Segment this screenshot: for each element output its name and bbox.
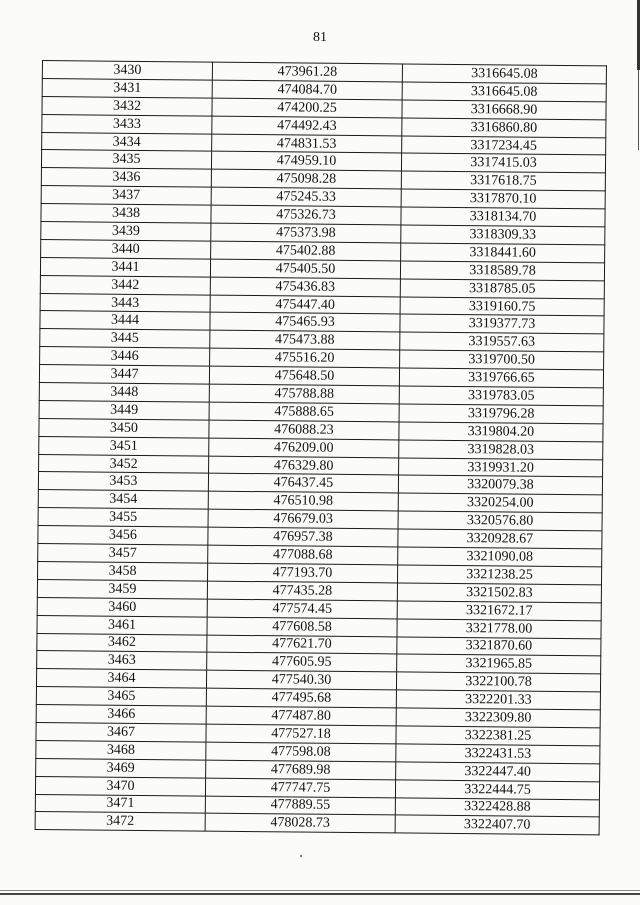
x-coordinate-cell: 478028.73 xyxy=(205,814,395,834)
x-coordinate-cell: 477621.70 xyxy=(207,635,397,655)
point-number-cell: 3438 xyxy=(41,204,211,224)
y-coordinate-cell: 3322431.53 xyxy=(396,744,600,764)
y-coordinate-cell: 3322381.25 xyxy=(396,726,600,746)
page-number: 81 xyxy=(313,30,327,45)
x-coordinate-cell: 475516.20 xyxy=(210,348,400,368)
scan-bottom-line xyxy=(0,890,640,891)
y-coordinate-cell: 3317870.10 xyxy=(401,189,605,209)
y-coordinate-cell: 3318785.05 xyxy=(400,279,604,299)
coordinate-table xyxy=(35,60,607,836)
x-coordinate-cell: 476510.98 xyxy=(208,491,398,511)
y-coordinate-cell: 3320576.80 xyxy=(398,511,602,531)
point-number-cell: 3431 xyxy=(42,78,212,98)
y-coordinate-cell: 3319796.28 xyxy=(399,404,603,424)
x-coordinate-cell: 476437.45 xyxy=(208,474,398,494)
point-number-cell: 3466 xyxy=(36,705,206,725)
point-number-cell: 3441 xyxy=(40,257,210,277)
y-coordinate-cell: 3317415.03 xyxy=(401,153,605,173)
point-number-cell: 3463 xyxy=(37,651,207,671)
point-number-cell: 3433 xyxy=(42,114,212,134)
y-coordinate-cell: 3319766.65 xyxy=(399,368,603,388)
x-coordinate-cell: 475447.40 xyxy=(210,295,400,315)
x-coordinate-cell: 475405.50 xyxy=(210,259,400,279)
x-coordinate-cell: 475888.65 xyxy=(209,402,399,422)
x-coordinate-cell: 476957.38 xyxy=(208,527,398,547)
x-coordinate-cell: 475326.73 xyxy=(211,205,401,225)
point-number-cell: 3470 xyxy=(35,776,205,796)
y-coordinate-cell: 3319160.75 xyxy=(400,297,604,317)
y-coordinate-cell: 3322447.40 xyxy=(396,762,600,782)
y-coordinate-cell: 3319804.20 xyxy=(399,422,603,442)
x-coordinate-cell: 475473.88 xyxy=(210,330,400,350)
x-coordinate-cell: 474831.53 xyxy=(212,134,402,154)
point-number-cell: 3445 xyxy=(40,329,210,349)
y-coordinate-cell: 3321090.08 xyxy=(398,547,602,567)
y-coordinate-cell: 3321778.00 xyxy=(397,619,601,639)
point-number-cell: 3468 xyxy=(36,740,206,760)
point-number-cell: 3456 xyxy=(38,526,208,546)
y-coordinate-cell: 3318309.33 xyxy=(401,225,605,245)
x-coordinate-cell: 475436.83 xyxy=(210,277,400,297)
x-coordinate-cell: 477495.68 xyxy=(206,688,396,708)
y-coordinate-cell: 3320254.00 xyxy=(398,493,602,513)
point-number-cell: 3440 xyxy=(41,239,211,259)
y-coordinate-cell: 3316645.08 xyxy=(402,82,606,102)
y-coordinate-cell: 3321672.17 xyxy=(397,601,601,621)
y-coordinate-cell: 3317618.75 xyxy=(401,171,605,191)
x-coordinate-cell: 476679.03 xyxy=(208,509,398,529)
x-coordinate-cell: 474959.10 xyxy=(211,152,401,172)
point-number-cell: 3469 xyxy=(36,758,206,778)
point-number-cell: 3451 xyxy=(39,436,209,456)
point-number-cell: 3457 xyxy=(38,544,208,564)
y-coordinate-cell: 3322428.88 xyxy=(395,797,599,817)
y-coordinate-cell: 3319783.05 xyxy=(399,386,603,406)
x-coordinate-cell: 473961.28 xyxy=(212,62,402,82)
x-coordinate-cell: 477527.18 xyxy=(206,724,396,744)
point-number-cell: 3462 xyxy=(37,633,207,653)
y-coordinate-cell: 3321502.83 xyxy=(397,583,601,603)
point-number-cell: 3446 xyxy=(40,347,210,367)
x-coordinate-cell: 477435.28 xyxy=(207,581,397,601)
point-number-cell: 3461 xyxy=(37,615,207,635)
x-coordinate-cell: 475402.88 xyxy=(211,241,401,261)
x-coordinate-cell: 477193.70 xyxy=(208,563,398,583)
point-number-cell: 3444 xyxy=(40,311,210,331)
point-number-cell: 3450 xyxy=(39,418,209,438)
scan-bottom-line xyxy=(0,893,640,895)
y-coordinate-cell: 3322309.80 xyxy=(396,708,600,728)
y-coordinate-cell: 3322201.33 xyxy=(396,690,600,710)
x-coordinate-cell: 477088.68 xyxy=(208,545,398,565)
x-coordinate-cell: 475648.50 xyxy=(209,366,399,386)
y-coordinate-cell: 3322100.78 xyxy=(396,672,600,692)
y-coordinate-cell: 3321870.60 xyxy=(397,636,601,656)
point-number-cell: 3449 xyxy=(39,400,209,420)
point-number-cell: 3472 xyxy=(35,812,205,832)
x-coordinate-cell: 476329.80 xyxy=(209,456,399,476)
point-number-cell: 3437 xyxy=(41,186,211,206)
point-number-cell: 3448 xyxy=(39,383,209,403)
x-coordinate-cell: 477487.80 xyxy=(206,706,396,726)
x-coordinate-cell: 477598.08 xyxy=(206,742,396,762)
point-number-cell: 3442 xyxy=(40,275,210,295)
x-coordinate-cell: 475465.93 xyxy=(210,313,400,333)
x-coordinate-cell: 474084.70 xyxy=(212,80,402,100)
point-number-cell: 3460 xyxy=(37,597,207,617)
x-coordinate-cell: 477689.98 xyxy=(206,760,396,780)
y-coordinate-cell: 3317234.45 xyxy=(402,136,606,156)
y-coordinate-cell: 3319377.73 xyxy=(400,314,604,334)
point-number-cell: 3454 xyxy=(38,490,208,510)
y-coordinate-cell: 3322444.75 xyxy=(395,780,599,800)
x-coordinate-cell: 477608.58 xyxy=(207,617,397,637)
point-number-cell: 3453 xyxy=(38,472,208,492)
x-coordinate-cell: 477747.75 xyxy=(205,778,395,798)
point-number-cell: 3464 xyxy=(36,669,206,689)
scan-edge-mark xyxy=(638,70,639,150)
x-coordinate-cell: 477540.30 xyxy=(206,670,396,690)
x-coordinate-cell: 475245.33 xyxy=(211,187,401,207)
y-coordinate-cell: 3318589.78 xyxy=(400,261,604,281)
x-coordinate-cell: 477889.55 xyxy=(205,796,395,816)
point-number-cell: 3443 xyxy=(40,293,210,313)
x-coordinate-cell: 476088.23 xyxy=(209,420,399,440)
coordinate-table-body xyxy=(35,61,606,836)
x-coordinate-cell: 474492.43 xyxy=(212,116,402,136)
point-number-cell: 3432 xyxy=(42,96,212,116)
point-number-cell: 3465 xyxy=(36,687,206,707)
point-number-cell: 3452 xyxy=(39,454,209,474)
y-coordinate-cell: 3319700.50 xyxy=(400,350,604,370)
point-number-cell: 3458 xyxy=(38,561,208,581)
point-number-cell: 3430 xyxy=(42,61,212,81)
y-coordinate-cell: 3320079.38 xyxy=(398,475,602,495)
y-coordinate-cell: 3318134.70 xyxy=(401,207,605,227)
x-coordinate-cell: 475788.88 xyxy=(209,384,399,404)
y-coordinate-cell: 3322407.70 xyxy=(395,815,599,835)
y-coordinate-cell: 3319828.03 xyxy=(399,440,603,460)
y-coordinate-cell: 3318441.60 xyxy=(401,243,605,263)
y-coordinate-cell: 3320928.67 xyxy=(398,529,602,549)
point-number-cell: 3436 xyxy=(41,168,211,188)
point-number-cell: 3447 xyxy=(39,365,209,385)
y-coordinate-cell: 3321238.25 xyxy=(397,565,601,585)
y-coordinate-cell: 3316645.08 xyxy=(402,64,606,84)
x-coordinate-cell: 475098.28 xyxy=(211,169,401,189)
scan-speck xyxy=(300,855,302,857)
y-coordinate-cell: 3319931.20 xyxy=(399,458,603,478)
x-coordinate-cell: 477605.95 xyxy=(207,653,397,673)
y-coordinate-cell: 3321965.85 xyxy=(397,654,601,674)
y-coordinate-cell: 3319557.63 xyxy=(400,332,604,352)
y-coordinate-cell: 3316860.80 xyxy=(402,118,606,138)
point-number-cell: 3434 xyxy=(42,132,212,152)
x-coordinate-cell: 476209.00 xyxy=(209,438,399,458)
point-number-cell: 3471 xyxy=(35,794,205,814)
point-number-cell: 3459 xyxy=(37,579,207,599)
x-coordinate-cell: 475373.98 xyxy=(211,223,401,243)
point-number-cell: 3455 xyxy=(38,508,208,528)
x-coordinate-cell: 474200.25 xyxy=(212,98,402,118)
point-number-cell: 3435 xyxy=(41,150,211,170)
y-coordinate-cell: 3316668.90 xyxy=(402,100,606,120)
point-number-cell: 3439 xyxy=(41,222,211,242)
x-coordinate-cell: 477574.45 xyxy=(207,599,397,619)
point-number-cell: 3467 xyxy=(36,722,206,742)
